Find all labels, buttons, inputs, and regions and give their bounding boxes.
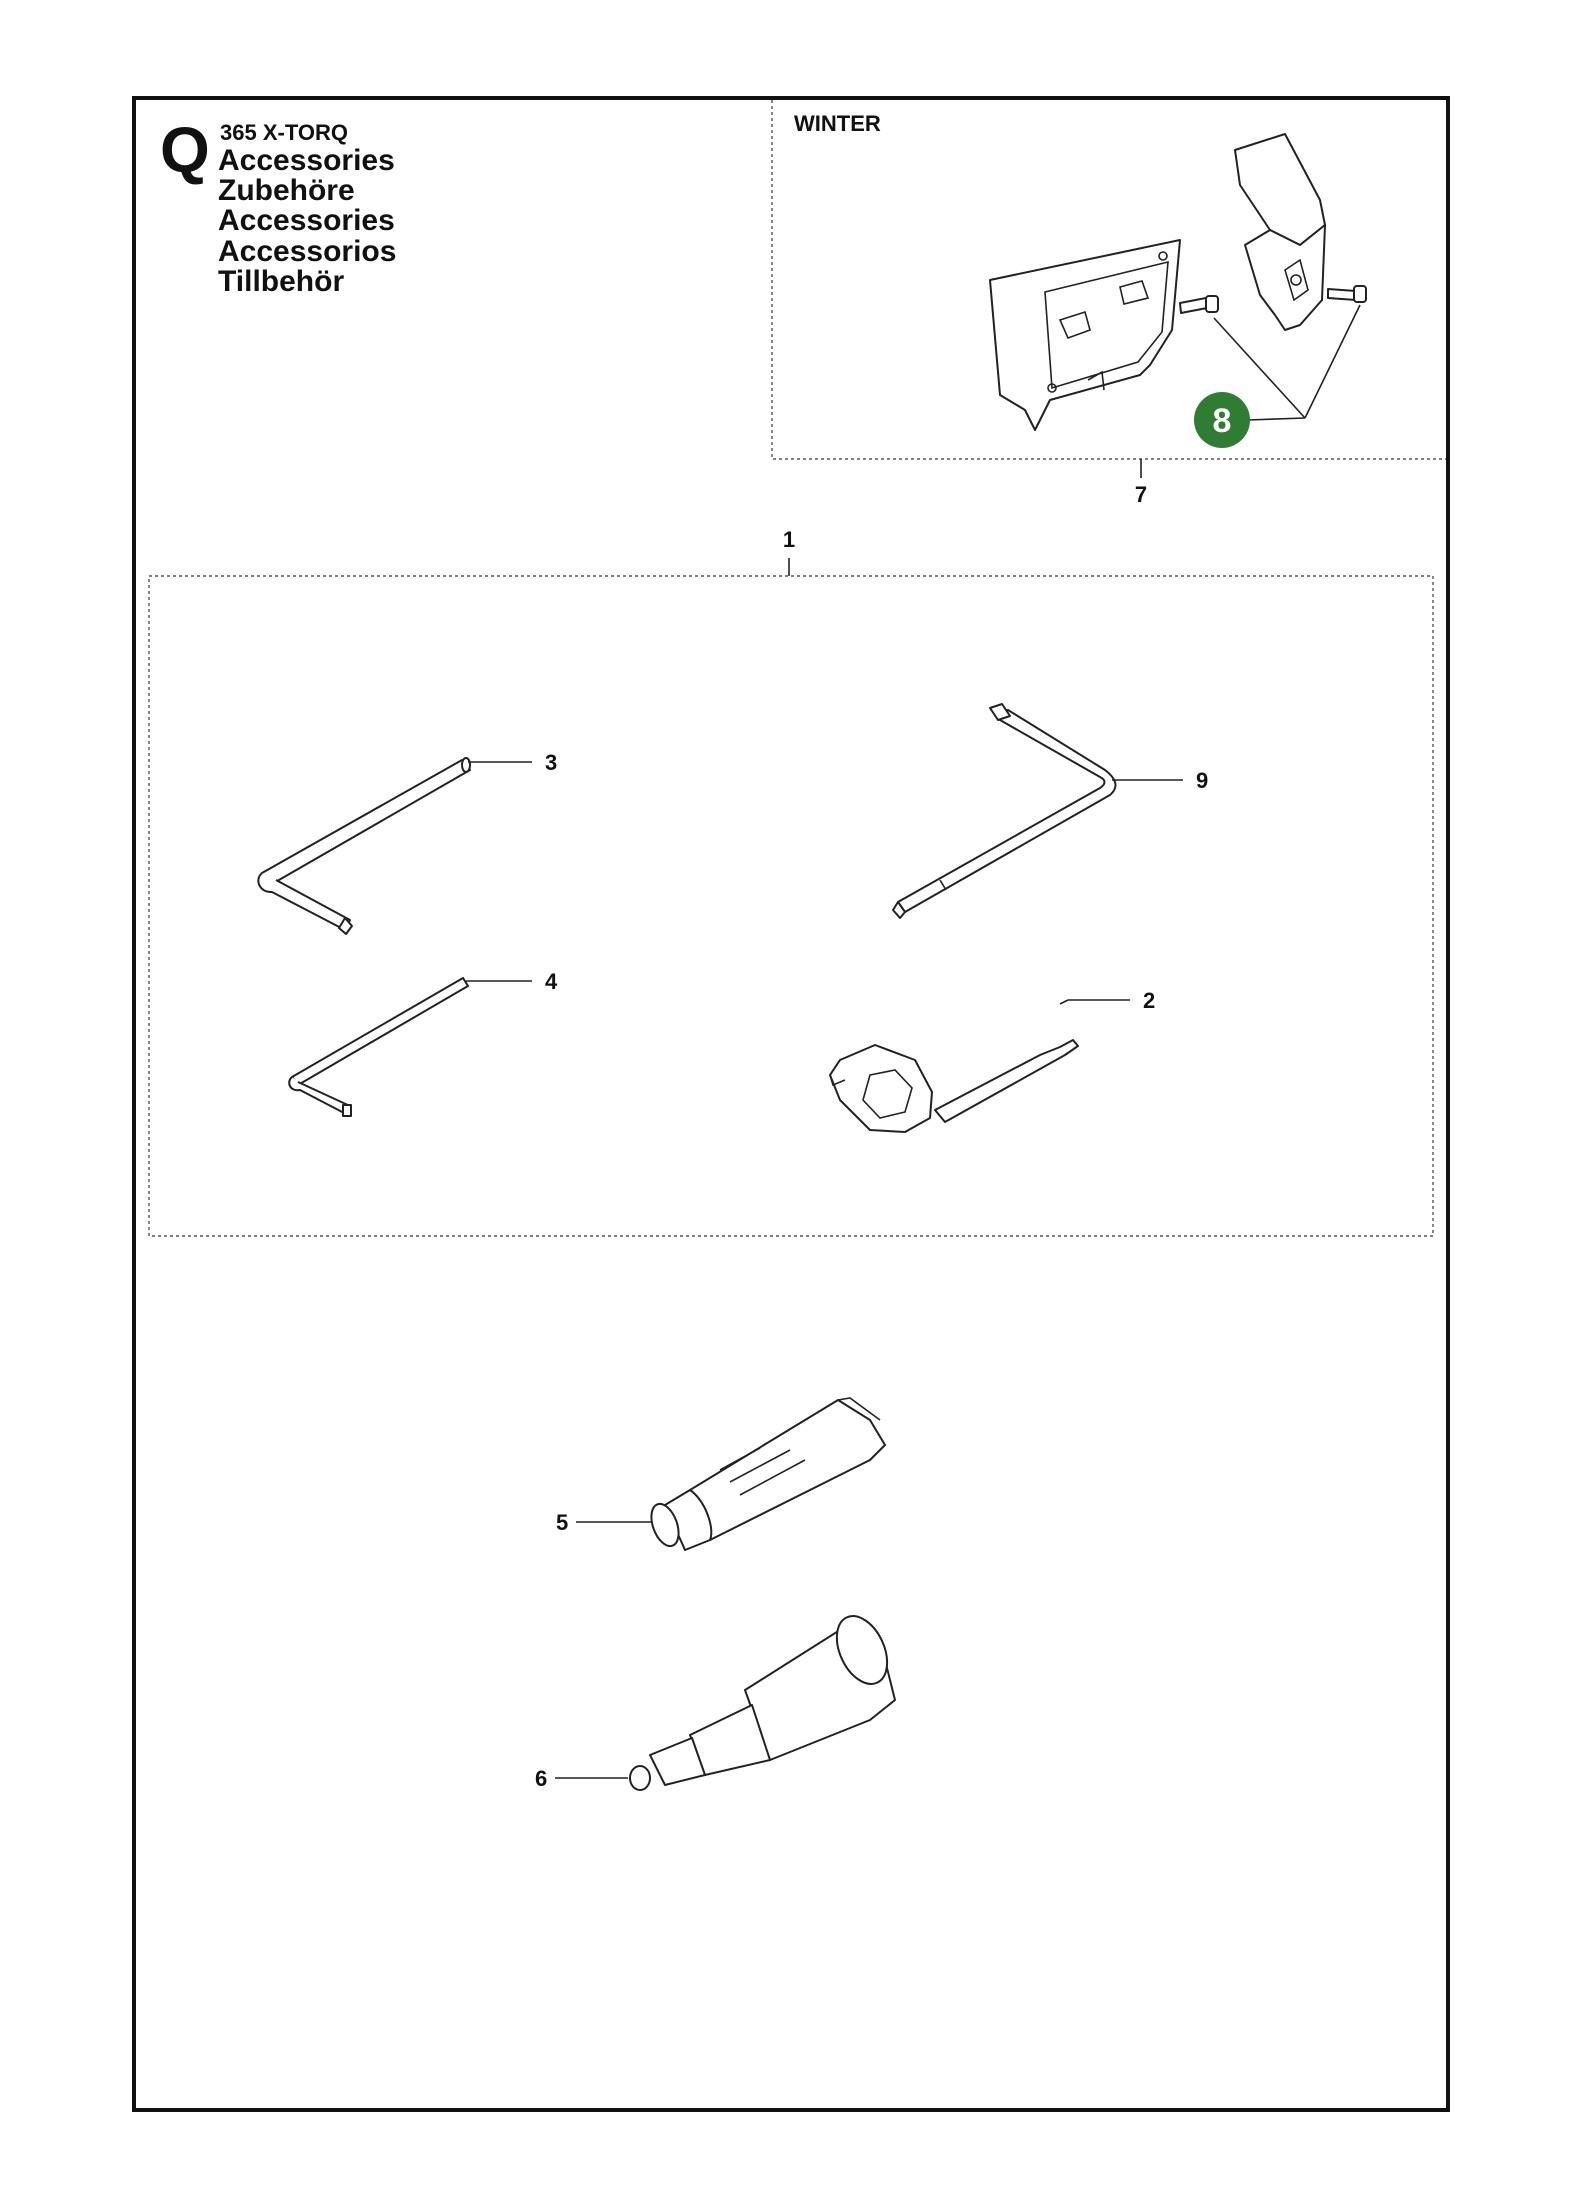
callout-9: 9 (1196, 768, 1209, 793)
winter-label: WINTER (794, 111, 881, 136)
grease-tube-illustration (646, 1398, 885, 1550)
bearing-press-tool-illustration (630, 1608, 897, 1790)
section-letter: Q (160, 114, 210, 186)
winter-shield-illustration (1235, 134, 1325, 330)
callout-6: 6 (535, 1766, 548, 1791)
hex-key-large-illustration (258, 758, 470, 934)
tool-kit-box (149, 576, 1433, 1236)
title-en: Accessories (218, 144, 395, 177)
winter-plate-illustration (990, 240, 1180, 430)
callout-7: 7 (1134, 482, 1148, 507)
winter-screw-right (1328, 286, 1366, 302)
callout-1: 1 (782, 527, 796, 552)
title-es: Accessorios (218, 235, 397, 268)
winter-screw-left (1180, 296, 1218, 313)
callout-4: 4 (545, 969, 558, 994)
title-de: Zubehöre (218, 174, 355, 207)
callout-3: 3 (545, 750, 558, 775)
title-fr: Accessories (218, 204, 395, 237)
winter-kit-badge-number: 8 (1212, 402, 1232, 440)
combination-spanner-illustration (830, 1040, 1078, 1132)
title-sv: Tillbehör (218, 265, 345, 298)
winter-kit-group (772, 100, 1446, 459)
model-name: 365 X-TORQ (220, 120, 348, 145)
torx-screwdriver-illustration (893, 704, 1115, 918)
callout-5: 5 (556, 1510, 569, 1535)
hex-key-small-illustration (289, 978, 468, 1116)
callout-2: 2 (1143, 988, 1156, 1013)
